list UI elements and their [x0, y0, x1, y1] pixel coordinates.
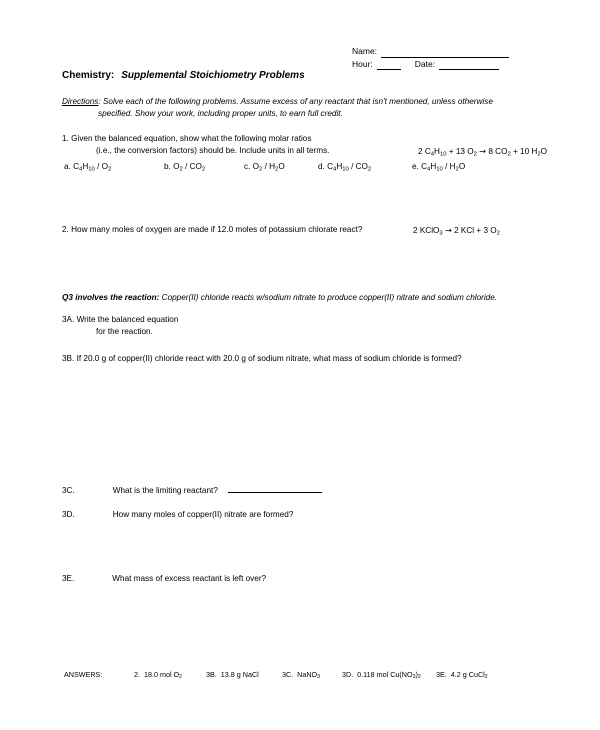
directions-colon: : — [98, 97, 101, 106]
problem-3b — [62, 353, 562, 365]
ratio-item-d: d. $C_4H_{10} / CO_2$ — [318, 162, 372, 173]
answers-strip — [64, 670, 544, 679]
problem-3e-text: What mass of excess reactant is left over? — [112, 574, 267, 583]
name-blank-line[interactable] — [381, 49, 509, 58]
page-title — [62, 70, 305, 81]
answers-label: ANSWERS: — [64, 670, 103, 679]
student-info-fields — [352, 45, 509, 70]
problem-3a-number: 3A. — [62, 315, 75, 324]
problem-2 — [62, 224, 562, 236]
directions-line-2: specified. Show your work, including proper units, to earn full credit. — [98, 109, 343, 118]
problem-3b-number: 3B. — [62, 354, 75, 363]
ratio-item-c: c. $O_2 / H_2O$ — [244, 162, 285, 173]
q3-intro — [62, 292, 562, 304]
problem-3c-number: 3C. — [62, 486, 75, 495]
ratio-item-e: e. $C_4H_{10} / H_2O$ — [412, 162, 466, 173]
problem-3e-number: 3E. — [62, 574, 75, 583]
problem-1-text-2: (i.e., the conversion factors) should be. Include units in all terms. — [96, 146, 330, 155]
ratio-item-b: b. $O_2 / CO_2$ — [164, 162, 206, 173]
problem-1-text-1: Given the balanced equation, show what the following molar ratios — [71, 134, 312, 143]
problem-3d-text: How many moles of copper(II) nitrate are formed? — [112, 510, 294, 519]
problem-2-text: How many moles of oxygen are made if 12.0 moles of potassium chlorate react? — [71, 225, 363, 234]
answer-item-3b: 3B. 13.8 g NaCl — [206, 670, 259, 679]
problem-3e — [62, 573, 562, 585]
problem-3a-text-2: for the reaction. — [96, 327, 153, 336]
name-label: Name: — [352, 46, 378, 56]
q3-intro-lead: Q3 involves the reaction: — [62, 293, 160, 302]
problem-3d — [62, 509, 562, 521]
ratio-item-a: a. $C_4H_{10} / O_2$ — [64, 162, 112, 173]
problem-2-number: 2. — [62, 225, 69, 234]
answer-item-3e: 3E. 4.2 g CuCl$_2$ — [436, 670, 488, 681]
directions-line-1: Solve each of the following problems. Assume excess of any reactant that isn't mentioned, unless otherwise — [102, 97, 493, 106]
answer-item-3d: 3D. 0.118 mol $Cu(NO_3)_2$ — [342, 670, 421, 681]
problem-1-number: 1. — [62, 134, 69, 143]
title-subject: Chemistry: — [62, 70, 115, 81]
hour-date-field-row — [352, 58, 509, 71]
hour-blank-line[interactable] — [377, 61, 401, 70]
date-blank-line[interactable] — [439, 61, 499, 70]
problem-3d-number: 3D. — [62, 510, 75, 519]
date-label: Date: — [414, 58, 436, 69]
title-subtitle: Supplemental Stoichiometry Problems — [121, 70, 305, 81]
problem-1-line-1 — [62, 133, 562, 145]
problem-3c-answer-blank[interactable] — [228, 484, 322, 493]
problem-2-equation: 2 KClO$_3$ → 2 KCl + 3 $O_2$ — [413, 225, 500, 237]
hour-label: Hour: — [352, 58, 373, 69]
directions-paragraph — [62, 96, 552, 120]
directions-label: Directions — [62, 97, 99, 106]
answer-item-2: 2. 18.0 mol $O_2$ — [134, 670, 183, 681]
problem-3b-text: If 20.0 g of copper(II) chloride react with 20.0 g of sodium nitrate, what mass of sodium chloride is formed? — [76, 354, 462, 363]
problem-3c — [62, 484, 562, 497]
answer-item-3c: 3C. NaNO$_3$ — [282, 670, 321, 681]
problem-3a-text-1: Write the balanced equation — [76, 315, 179, 324]
problem-1-equation: 2 $C_4H_{10} + 13$ $O_2 \to 8$ $CO_2 + 10$ $H_2O$ — [418, 146, 548, 158]
problem-3a — [62, 314, 482, 338]
q3-intro-text: Copper(II) chloride reacts w/sodium nitrate to produce copper(II) nitrate and sodium chloride. — [161, 293, 498, 302]
problem-3c-text: What is the limiting reactant? — [112, 486, 218, 495]
problem-1 — [62, 133, 562, 157]
problem-1-line-2 — [96, 145, 562, 157]
name-field-row — [352, 45, 509, 58]
